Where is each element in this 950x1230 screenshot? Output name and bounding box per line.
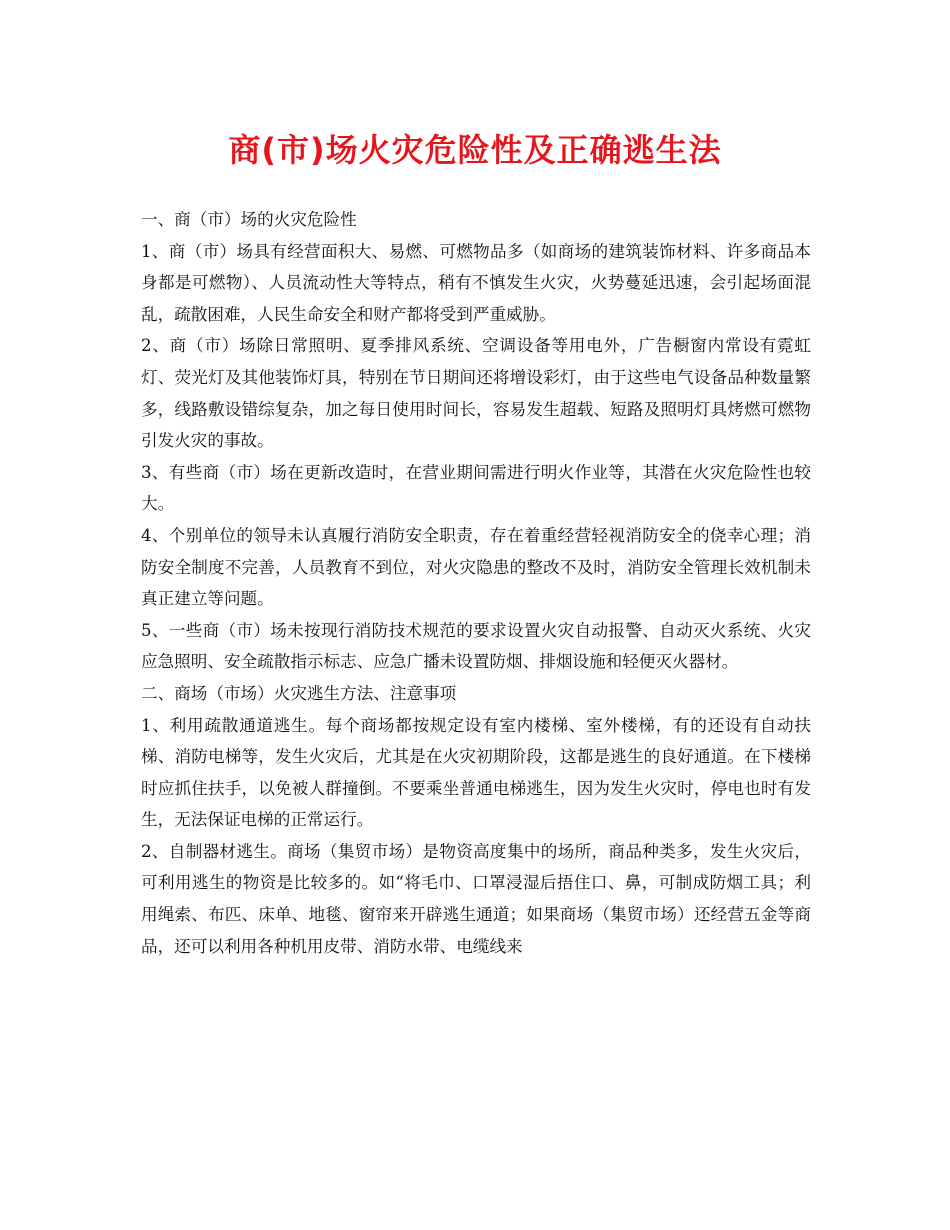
paragraph: 4、个别单位的领导未认真履行消防安全职责，存在着重经营轻视消防安全的侥幸心理；消防安全制度不完善，人员教育不到位，对火灾隐患的整改不及时，消防安全管理长效机制未真正建立等问题。 xyxy=(141,525,811,609)
paragraph: 2、自制器材逃生。商场（集贸市场）是物资高度集中的场所，商品种类多，发生火灾后，可利用逃生的物资是比较多的。如“将毛巾、口罩浸湿后捂住口、鼻，可制成防烟工具；利用绳索、布匹、床单、地毯、窗帘来开辟逃生通道；如果商场（集贸市场）还经营五金等商品，还可以利用各种机用皮带、消防水带、电缆线来 xyxy=(141,841,811,956)
paragraph: 3、有些商（市）场在更新改造时，在营业期间需进行明火作业等，其潜在火灾危险性也较大。 xyxy=(141,462,811,514)
paragraph: 1、利用疏散通道逃生。每个商场都按规定设有室内楼梯、室外楼梯，有的还设有自动扶梯、消防电梯等，发生火灾后，尤其是在火灾初期阶段，这都是逃生的良好通道。在下楼梯时应抓住扶手，以免被人群撞倒。不要乘坐普通电梯逃生，因为发生火灾时，停电也时有发生，无法保证电梯的正常运行。 xyxy=(141,715,811,830)
section-heading: 二、商场（市场）火灾逃生方法、注意事项 xyxy=(141,683,457,703)
section-heading: 一、商（市）场的火灾危险性 xyxy=(141,210,357,229)
paragraph: 5、一些商（市）场未按现行消防技术规范的要求设置火灾自动报警、自动灭火系统、火灾应急照明、安全疏散指示标志、应急广播未设置防烟、排烟设施和轻便灭火器材。 xyxy=(141,620,811,672)
document-title: 商(市)场火灾危险性及正确逃生法 xyxy=(228,131,722,169)
paragraph: 1、商（市）场具有经营面积大、易燃、可燃物品多（如商场的建筑装饰材料、许多商品本身都是可燃物）、人员流动性大等特点，稍有不慎发生火灾，火势蔓延迅速，会引起场面混乱，疏散困难，人民生命安全和财产都将受到严重威胁。 xyxy=(141,241,811,324)
paragraph: 2、商（市）场除日常照明、夏季排风系统、空调设备等用电外，广告橱窗内常设有霓虹灯、荧光灯及其他装饰灯具，特别在节日期间还将增设彩灯，由于这些电气设备品种数量繁多，线路敷设错综复杂，加之每日使用时间长，容易发生超载、短路及照明灯具烤燃可燃物引发火灾的事故。 xyxy=(141,336,811,451)
document-body xyxy=(141,204,811,962)
